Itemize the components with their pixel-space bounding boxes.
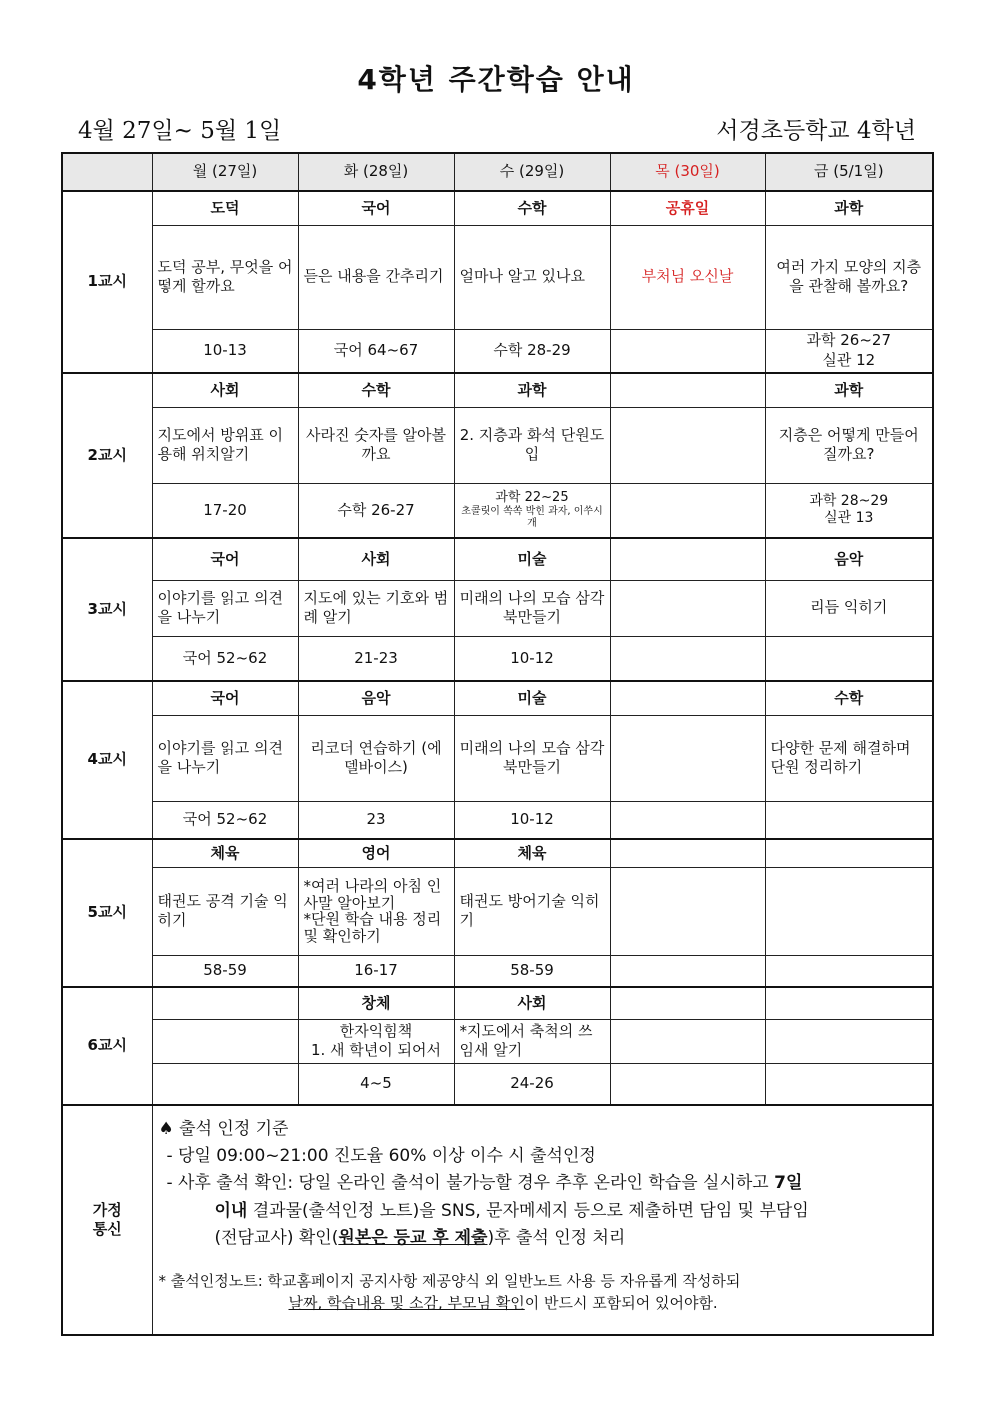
subject-cell: 수학 — [298, 373, 454, 407]
content-cell — [765, 867, 933, 955]
notice-line4-c: )후 출석 인정 처리 — [487, 1227, 626, 1248]
notice-row — [62, 1105, 933, 1335]
page-cell — [610, 636, 765, 681]
page-row — [62, 329, 933, 373]
content-cell: 도덕 공부, 무엇을 어떻게 할까요 — [152, 225, 298, 329]
subject-row — [62, 987, 933, 1019]
content-cell: *지도에서 축척의 쓰임새 알기 — [454, 1019, 610, 1063]
content-row — [62, 867, 933, 955]
page-cell — [610, 955, 765, 987]
subject-cell: 사회 — [454, 987, 610, 1019]
page-row — [62, 801, 933, 839]
page-cell: 과학 26~27 실관 12 — [765, 329, 933, 373]
period-label: 4교시 — [62, 681, 152, 839]
day-header: 목 (30일) — [610, 153, 765, 191]
content-cell: 이야기를 읽고 의견을 나누기 — [152, 580, 298, 636]
subject-cell — [152, 987, 298, 1019]
subject-row — [62, 538, 933, 580]
content-row — [62, 715, 933, 801]
subject-cell — [610, 373, 765, 407]
notice-line3-emphasis: 이내 — [214, 1200, 248, 1221]
subject-cell — [610, 987, 765, 1019]
notice-line4 — [159, 1225, 927, 1252]
content-cell: 지층은 어떻게 만들어 질까요? — [765, 407, 933, 483]
content-row — [62, 580, 933, 636]
page-cell — [152, 1063, 298, 1105]
page-cell — [765, 1063, 933, 1105]
page-text: 과학 22~25 — [495, 489, 569, 505]
content-cell: 2. 지층과 화석 단원도입 — [454, 407, 610, 483]
page-cell: 국어 64~67 — [298, 329, 454, 373]
subject-row — [62, 373, 933, 407]
content-row — [62, 1019, 933, 1063]
content-cell: 듣은 내용을 간추리기 — [298, 225, 454, 329]
notice-label — [62, 1105, 152, 1335]
page-cell: 국어 52~62 — [152, 801, 298, 839]
day-header-row — [62, 153, 933, 191]
day-header: 화 (28일) — [298, 153, 454, 191]
subject-cell: 미술 — [454, 538, 610, 580]
page-cell — [610, 1063, 765, 1105]
subject-cell: 도덕 — [152, 191, 298, 225]
page-cell — [610, 801, 765, 839]
subject-cell: 국어 — [298, 191, 454, 225]
page-cell: 과학 28~29 실관 13 — [765, 483, 933, 538]
subject-cell: 영어 — [298, 839, 454, 867]
notice-label-line2: 통신 — [92, 1220, 122, 1238]
page-cell — [610, 483, 765, 538]
page-cell: 23 — [298, 801, 454, 839]
content-cell: 리코더 연습하기 (에델바이스) — [298, 715, 454, 801]
page-cell: 16-17 — [298, 955, 454, 987]
subject-cell: 사회 — [298, 538, 454, 580]
notice-line2-text: - 사후 출석 확인: 당일 온라인 출석이 불가능할 경우 추후 온라인 학습을 실시하고 — [166, 1173, 775, 1194]
page-row — [62, 955, 933, 987]
content-cell — [610, 1019, 765, 1063]
notice-line1: - 당일 09:00~21:00 진도율 60% 이상 이수 시 출석인정 — [166, 1146, 596, 1167]
subject-cell: 음악 — [765, 538, 933, 580]
page-cell: 10-13 — [152, 329, 298, 373]
content-cell: 지도에 있는 기호와 범례 알기 — [298, 580, 454, 636]
page-cell: 10-12 — [454, 801, 610, 839]
page-row — [62, 483, 933, 538]
content-row — [62, 407, 933, 483]
period-label: 3교시 — [62, 538, 152, 681]
period-label: 1교시 — [62, 191, 152, 373]
date-range: 4월 27일~ 5월 1일 — [78, 118, 282, 144]
subject-cell: 공휴일 — [610, 191, 765, 225]
subject-cell: 음악 — [298, 681, 454, 715]
notice-foot2-emphasis: 날짜, 학습내용 및 소감, 부모님 확인 — [288, 1294, 525, 1313]
content-cell: 다양한 문제 해결하며 단원 정리하기 — [765, 715, 933, 801]
page-cell: 58-59 — [454, 955, 610, 987]
notice-heading: ♠ 출석 인정 기준 — [158, 1119, 289, 1139]
subject-cell: 국어 — [152, 681, 298, 715]
subject-cell — [610, 538, 765, 580]
content-cell: 미래의 나의 모습 삼각북만들기 — [454, 715, 610, 801]
content-cell: 이야기를 읽고 의견을 나누기 — [152, 715, 298, 801]
subject-cell: 과학 — [765, 373, 933, 407]
subject-cell: 사회 — [152, 373, 298, 407]
subject-cell: 국어 — [152, 538, 298, 580]
page-cell: 24-26 — [454, 1063, 610, 1105]
page-cell — [610, 329, 765, 373]
page-cell: 21-23 — [298, 636, 454, 681]
period-label: 5교시 — [62, 839, 152, 987]
content-cell: 부처님 오신날 — [610, 225, 765, 329]
content-cell — [610, 580, 765, 636]
notice-line4-emphasis: 원본은 등교 후 제출 — [338, 1227, 488, 1248]
notice-body — [152, 1105, 933, 1335]
page-cell: 4~5 — [298, 1063, 454, 1105]
subject-cell: 수학 — [454, 191, 610, 225]
subject-cell: 체육 — [454, 839, 610, 867]
notice-foot2-text: 이 반드시 포함되어 있어야함. — [524, 1294, 718, 1313]
page-cell: 수학 26-27 — [298, 483, 454, 538]
subject-cell: 창체 — [298, 987, 454, 1019]
content-cell: 한자익힘책 1. 새 학년이 되어서 — [298, 1019, 454, 1063]
subject-cell: 과학 — [765, 191, 933, 225]
content-row — [62, 225, 933, 329]
subject-row — [62, 191, 933, 225]
content-cell: 태권도 공격 기술 익히기 — [152, 867, 298, 955]
page-cell — [454, 483, 610, 538]
content-cell: 지도에서 방위표 이용해 위치알기 — [152, 407, 298, 483]
content-cell: 미래의 나의 모습 삼각북만들기 — [454, 580, 610, 636]
content-cell: 리듬 익히기 — [765, 580, 933, 636]
content-cell: 태권도 방어기술 익히기 — [454, 867, 610, 955]
subject-cell — [610, 839, 765, 867]
page-cell — [765, 636, 933, 681]
content-cell: 얼마나 알고 있나요 — [454, 225, 610, 329]
page-cell: 10-12 — [454, 636, 610, 681]
content-cell: *여러 나라의 아침 인사말 알아보기 *단원 학습 내용 정리 및 확인하기 — [298, 867, 454, 955]
content-cell: 사라진 숫자를 알아볼까요 — [298, 407, 454, 483]
notice-line2 — [159, 1170, 927, 1197]
subject-row — [62, 839, 933, 867]
day-header: 수 (29일) — [454, 153, 610, 191]
subject-cell — [765, 839, 933, 867]
notice-line3-text: 결과물(출석인정 노트)을 SNS, 문자메세지 등으로 제출하면 담임 및 부담임 — [247, 1200, 809, 1221]
notice-line2-emphasis: 7일 — [774, 1173, 803, 1194]
day-header: 월 (27일) — [152, 153, 298, 191]
notice-foot1: * 출석인정노트: 학교홈페이지 공지사항 제공양식 외 일반노트 사용 등 자유롭게 작성하되 — [158, 1271, 741, 1290]
period-label: 2교시 — [62, 373, 152, 538]
subject-cell — [610, 681, 765, 715]
page-cell: 58-59 — [152, 955, 298, 987]
subject-cell: 수학 — [765, 681, 933, 715]
subject-cell: 과학 — [454, 373, 610, 407]
materials-note: 초콜릿이 쏙쏙 박힌 과자, 이쑤시개 — [461, 505, 603, 530]
content-cell — [610, 867, 765, 955]
page-title: 4학년 주간학습 안내 — [357, 63, 635, 96]
page-cell — [765, 955, 933, 987]
weekly-schedule-table — [61, 152, 934, 1336]
day-header: 금 (5/1일) — [765, 153, 933, 191]
content-cell — [610, 715, 765, 801]
page-row — [62, 636, 933, 681]
period-label: 6교시 — [62, 987, 152, 1105]
subject-cell: 미술 — [454, 681, 610, 715]
page-cell — [765, 801, 933, 839]
content-cell: 여러 가지 모양의 지층을 관찰해 볼까요? — [765, 225, 933, 329]
page-cell: 수학 28-29 — [454, 329, 610, 373]
notice-footnote — [159, 1270, 927, 1315]
content-cell — [152, 1019, 298, 1063]
subject-cell — [765, 987, 933, 1019]
subject-row — [62, 681, 933, 715]
notice-label-line1: 가정 — [92, 1200, 122, 1219]
school-name: 서경초등학교 4학년 — [716, 118, 916, 144]
content-cell — [610, 407, 765, 483]
page-cell: 17-20 — [152, 483, 298, 538]
content-cell — [765, 1019, 933, 1063]
notice-line4-a: (전담교사) 확인( — [214, 1227, 339, 1248]
corner-cell — [62, 153, 152, 191]
notice-foot2 — [159, 1292, 927, 1315]
page-row — [62, 1063, 933, 1105]
notice-line3 — [159, 1198, 927, 1225]
subject-cell: 체육 — [152, 839, 298, 867]
page-cell: 국어 52~62 — [152, 636, 298, 681]
